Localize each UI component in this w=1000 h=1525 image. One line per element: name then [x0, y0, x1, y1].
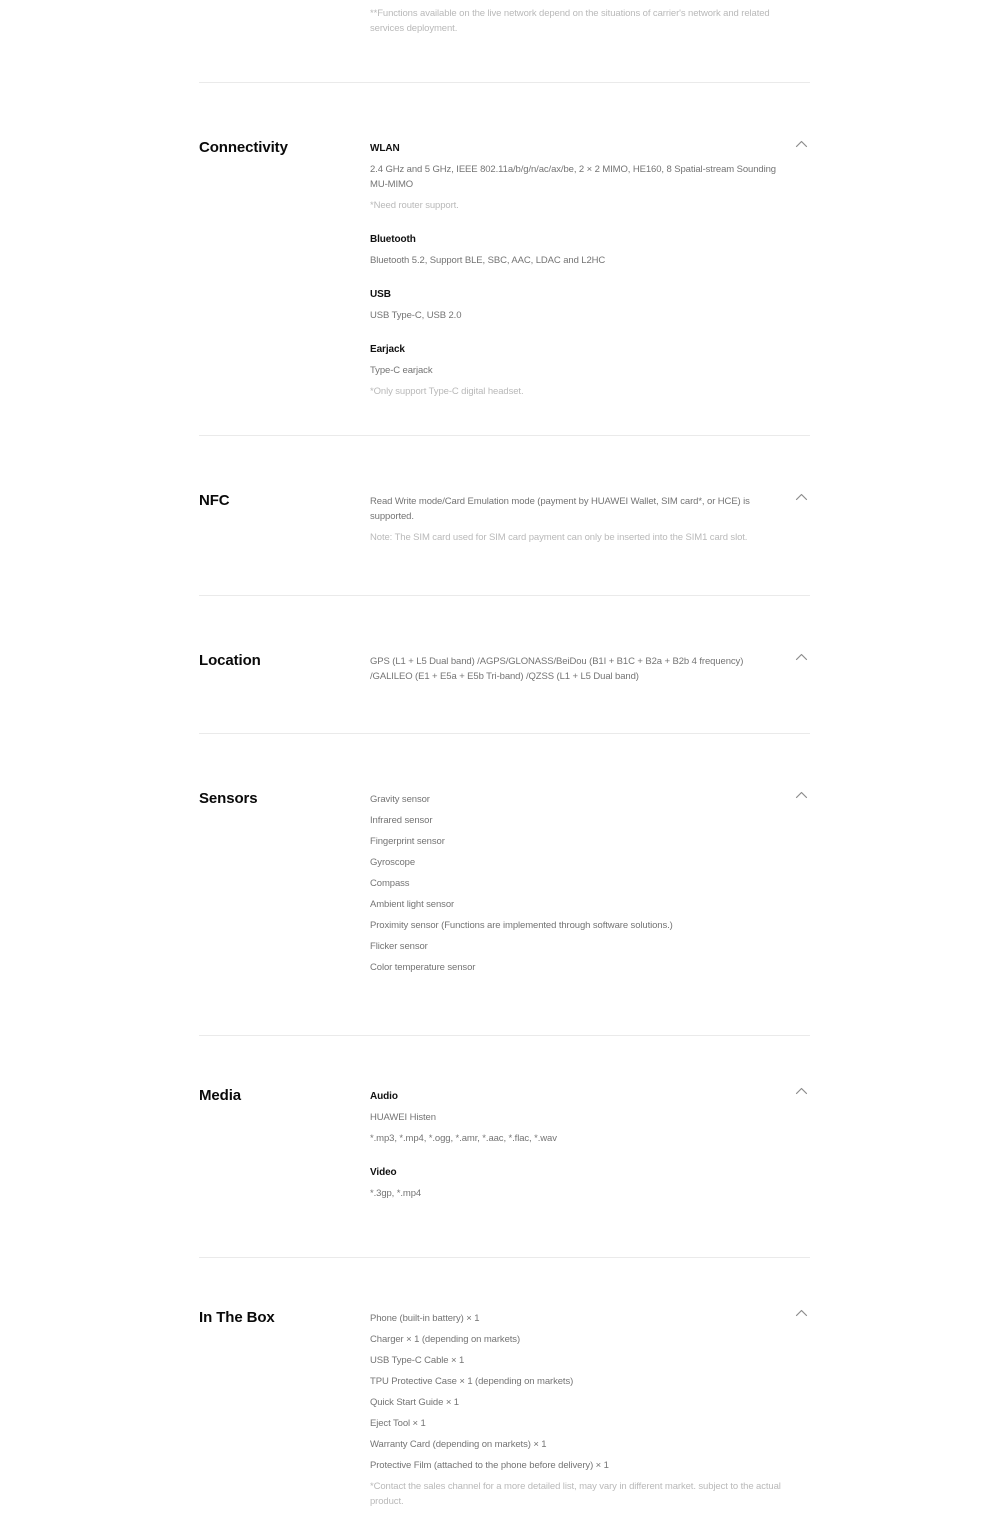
box-item: Charger × 1 (depending on markets)	[370, 1334, 521, 1345]
spec-value-video-formats: *.3gp, *.mp4	[370, 1188, 422, 1199]
section-title-media: Media	[199, 1087, 242, 1104]
section-location	[199, 596, 810, 734]
spec-block-video	[370, 1165, 782, 1201]
spec-block-bluetooth	[370, 232, 782, 268]
section-content-connectivity	[370, 141, 810, 399]
box-item: Warranty Card (depending on markets) × 1	[370, 1439, 547, 1450]
chevron-up-icon	[795, 791, 808, 799]
spec-note-nfc: Note: The SIM card used for SIM card payment can only be inserted into the SIM1 card slot.	[370, 532, 748, 543]
box-item: Protective Film (attached to the phone before delivery) × 1	[370, 1460, 609, 1471]
spec-value-audio-formats: *.mp3, *.mp4, *.ogg, *.amr, *.aac, *.flac, *.wav	[370, 1133, 557, 1144]
chevron-up-icon	[795, 493, 808, 501]
spec-list	[199, 0, 810, 1523]
collapse-sensors-button[interactable]	[792, 788, 810, 802]
spec-value-nfc: Read Write mode/Card Emulation mode (payment by HUAWEI Wallet, SIM card*, or HCE) is supported.	[370, 496, 750, 522]
box-item: Eject Tool × 1	[370, 1418, 426, 1429]
section-title-in-the-box: In The Box	[199, 1309, 275, 1326]
section-title-connectivity: Connectivity	[199, 139, 288, 156]
spec-value-earjack: Type-C earjack	[370, 365, 433, 376]
chevron-up-icon	[795, 140, 808, 148]
sensor-item: Infrared sensor	[370, 815, 433, 826]
section-content-nfc	[370, 494, 810, 545]
sensor-item: Color temperature sensor	[370, 962, 476, 973]
spec-value-location: GPS (L1 + L5 Dual band) /AGPS/GLONASS/BeiDou (B1I + B1C + B2a + B2b 4 frequency) /GALILEO (E1 + E5a + E5b Tri-band) /QZSS (L1 + L5 Dual band)	[370, 656, 744, 682]
sensor-item: Fingerprint sensor	[370, 836, 445, 847]
spec-value-usb: USB Type-C, USB 2.0	[370, 310, 462, 321]
spec-subheader-wlan: WLAN	[370, 143, 400, 154]
spec-value-bluetooth: Bluetooth 5.2, Support BLE, SBC, AAC, LDAC and L2HC	[370, 255, 606, 266]
spec-subheader-earjack: Earjack	[370, 344, 405, 355]
spec-subheader-bluetooth: Bluetooth	[370, 234, 416, 245]
section-title-location: Location	[199, 652, 261, 669]
section-content-media	[370, 1089, 810, 1201]
sensor-item: Gravity sensor	[370, 794, 430, 805]
spec-value-audio-engine: HUAWEI Histen	[370, 1112, 436, 1123]
section-title-sensors: Sensors	[199, 790, 258, 807]
box-item: TPU Protective Case × 1 (depending on markets)	[370, 1376, 574, 1387]
spec-block-wlan	[370, 141, 782, 213]
collapse-in-the-box-button[interactable]	[792, 1306, 810, 1320]
sensor-item: Flicker sensor	[370, 941, 428, 952]
spec-block-usb	[370, 287, 782, 323]
collapse-location-button[interactable]	[792, 650, 810, 664]
chevron-up-icon	[795, 653, 808, 661]
sensor-item: Gyroscope	[370, 857, 416, 868]
chevron-up-icon	[795, 1309, 808, 1317]
spec-block-audio	[370, 1089, 782, 1146]
spec-note-wlan: *Need router support.	[370, 200, 459, 211]
section-sensors	[199, 734, 810, 1036]
collapse-connectivity-button[interactable]	[792, 137, 810, 151]
section-nfc	[199, 436, 810, 596]
box-item: Phone (built-in battery) × 1	[370, 1313, 480, 1324]
spec-subheader-usb: USB	[370, 289, 391, 300]
network-functions-note-block	[199, 0, 810, 83]
collapse-media-button[interactable]	[792, 1084, 810, 1098]
section-title-nfc: NFC	[199, 492, 230, 509]
collapse-nfc-button[interactable]	[792, 490, 810, 504]
spec-value-wlan: 2.4 GHz and 5 GHz, IEEE 802.11a/b/g/n/ac/ax/be, 2 × 2 MIMO, HE160, 8 Spatial-stream Sounding MU-MIMO	[370, 164, 776, 190]
section-content-in-the-box	[370, 1311, 810, 1509]
spec-block-earjack	[370, 342, 782, 399]
box-item: Quick Start Guide × 1	[370, 1397, 459, 1408]
spec-note-in-the-box: *Contact the sales channel for a more detailed list, may vary in different market. subject to the actual product.	[370, 1481, 781, 1507]
section-media	[199, 1036, 810, 1258]
section-in-the-box	[199, 1258, 810, 1523]
sensor-item: Ambient light sensor	[370, 899, 455, 910]
spec-subheader-video: Video	[370, 1167, 397, 1178]
section-connectivity	[199, 83, 810, 436]
section-content-location	[370, 654, 810, 684]
chevron-up-icon	[795, 1087, 808, 1095]
sensor-item: Compass	[370, 878, 410, 889]
box-item: USB Type-C Cable × 1	[370, 1355, 465, 1366]
sensor-item: Proximity sensor (Functions are implemented through software solutions.)	[370, 920, 673, 931]
section-content-sensors	[370, 792, 810, 975]
spec-note-earjack: *Only support Type-C digital headset.	[370, 386, 524, 397]
spec-subheader-audio: Audio	[370, 1091, 398, 1102]
network-functions-note: **Functions available on the live network depend on the situations of carrier's network and related services deployment.	[370, 8, 770, 34]
